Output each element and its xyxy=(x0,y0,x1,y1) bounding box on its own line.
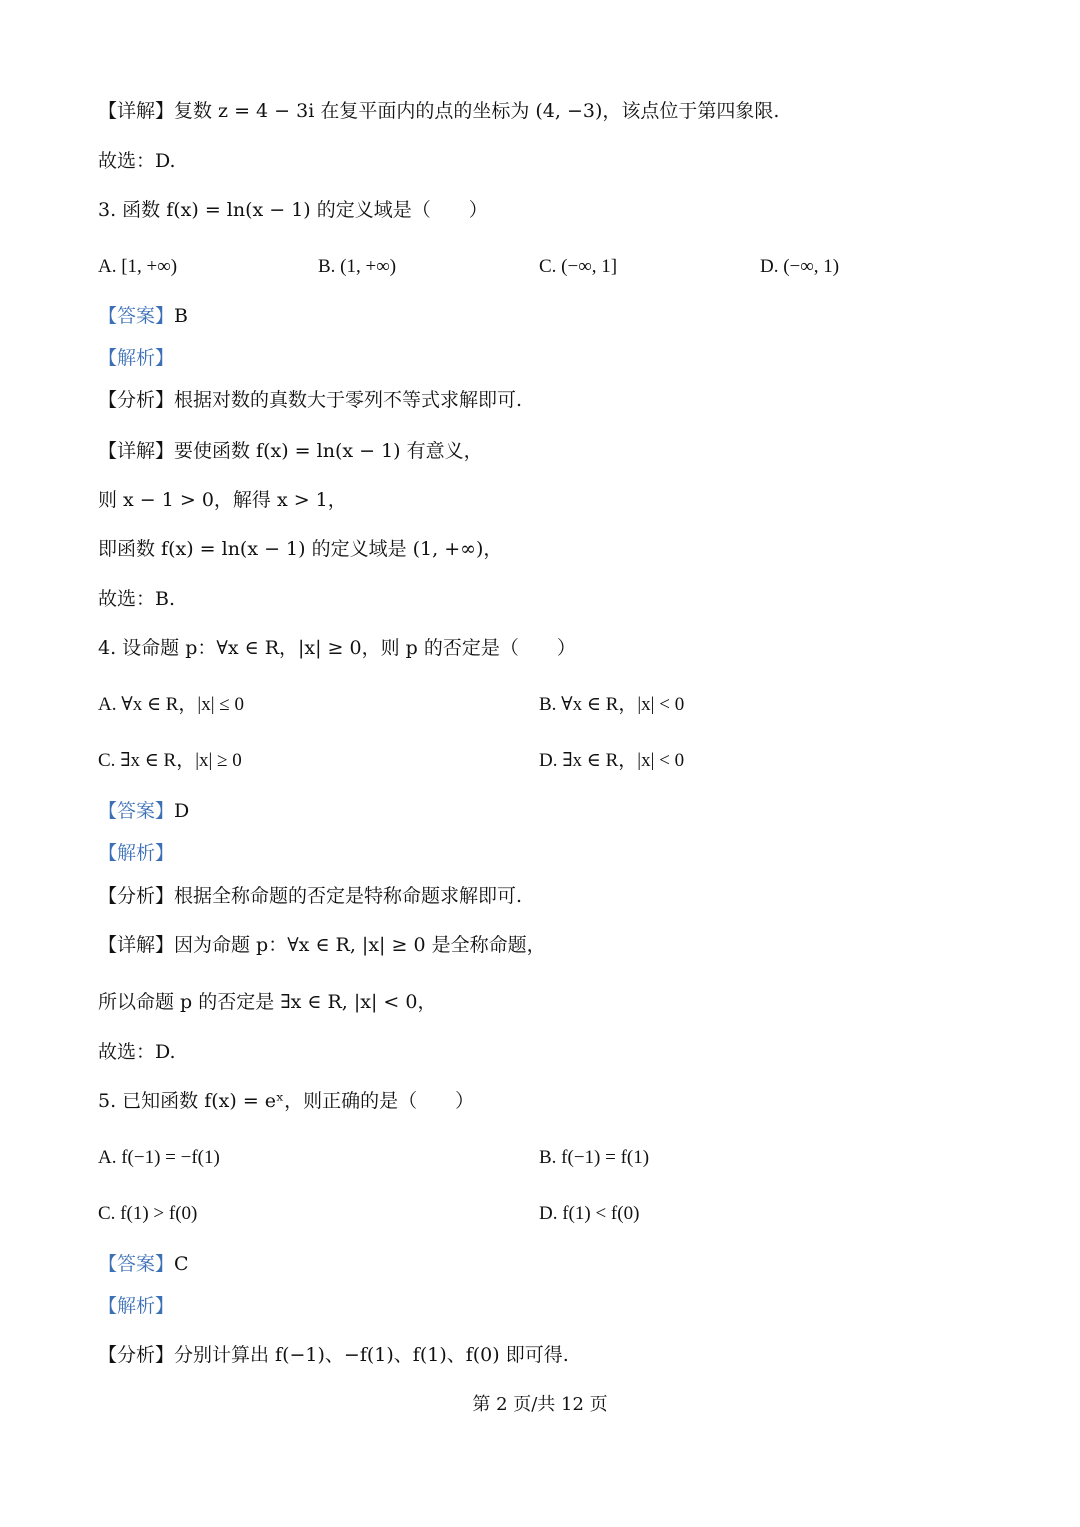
q5-option-d: D. f(1) < f(0) xyxy=(539,1203,640,1224)
question-5: 5. 已知函数 f(x) = eˣ，则正确的是（ ） xyxy=(98,1090,475,1112)
q5-option-c: C. f(1) > f(0) xyxy=(98,1203,198,1224)
q4-option-a: A. ∀x ∈ R，|x| ≤ 0 xyxy=(98,694,244,715)
q5-answer: 【答案】C xyxy=(98,1253,189,1275)
q4-analysis: 【分析】根据全称命题的否定是特称命题求解即可. xyxy=(98,885,523,907)
detail-line-complex: 【详解】复数 z = 4 − 3i 在复平面内的点的坐标为 (4, −3)，该点位于第四象限. xyxy=(98,100,780,122)
q4-option-c: C. ∃x ∈ R，|x| ≥ 0 xyxy=(98,750,242,771)
q3-detail-1: 【详解】要使函数 f(x) = ln(x − 1) 有意义， xyxy=(98,440,483,462)
page-footer: 第 2 页/共 12 页 xyxy=(472,1394,608,1415)
q3-option-a: A. [1, +∞) xyxy=(98,256,178,277)
q3-detail-3: 即函数 f(x) = ln(x − 1) 的定义域是 (1, +∞)， xyxy=(98,538,503,560)
q3-detail-4: 故选：B. xyxy=(98,588,176,610)
q4-detail-3: 故选：D. xyxy=(98,1041,176,1063)
q4-analysis-heading: 【解析】 xyxy=(98,842,175,864)
q3-detail-2: 则 x − 1 > 0，解得 x > 1， xyxy=(98,489,347,511)
question-3: 3. 函数 f(x) = ln(x − 1) 的定义域是（ ） xyxy=(98,199,488,221)
q4-detail-1: 【详解】因为命题 p：∀x ∈ R, |x| ≥ 0 是全称命题， xyxy=(98,934,546,956)
q4-option-d: D. ∃x ∈ R，|x| < 0 xyxy=(539,750,685,771)
q5-analysis: 【分析】分别计算出 f(−1)、−f(1)、f(1)、f(0) 即可得. xyxy=(98,1344,569,1366)
q4-detail-2: 所以命题 p 的否定是 ∃x ∈ R, |x| < 0， xyxy=(98,991,437,1013)
q4-option-b: B. ∀x ∈ R，|x| < 0 xyxy=(539,694,685,715)
q3-analysis: 【分析】根据对数的真数大于零列不等式求解即可. xyxy=(98,389,523,411)
q3-option-b: B. (1, +∞) xyxy=(318,256,397,277)
q3-answer: 【答案】B xyxy=(98,305,188,327)
q5-option-a: A. f(−1) = −f(1) xyxy=(98,1147,220,1168)
choice-line: 故选：D. xyxy=(98,150,176,172)
q5-option-b: B. f(−1) = f(1) xyxy=(539,1147,650,1168)
question-4: 4. 设命题 p：∀x ∈ R，|x| ≥ 0，则 p 的否定是（ ） xyxy=(98,637,576,659)
q3-analysis-heading: 【解析】 xyxy=(98,347,175,369)
q4-answer: 【答案】D xyxy=(98,800,190,822)
q3-option-c: C. (−∞, 1] xyxy=(539,256,618,277)
q5-analysis-heading: 【解析】 xyxy=(98,1295,175,1317)
q3-option-d: D. (−∞, 1) xyxy=(760,256,840,277)
